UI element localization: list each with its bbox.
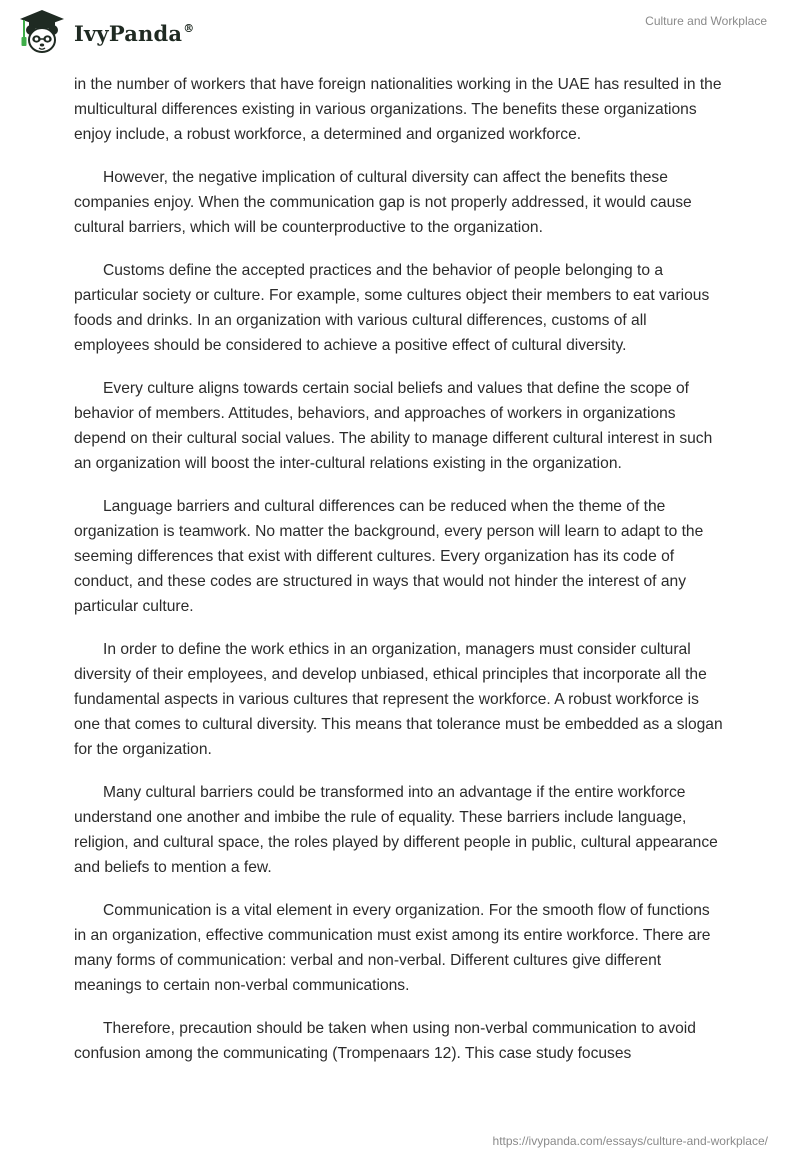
source-url-link[interactable]: https://ivypanda.com/essays/culture-and-workplace/ xyxy=(492,1134,768,1148)
paragraph: Customs define the accepted practices and the behavior of people belonging to a particular society or culture. For example, some cultures object their members to eat various foods and drinks. In an organization with various cultural differences, customs of all employees should be considered to achieve a positive effect of cultural diversity. xyxy=(74,262,710,354)
paragraph: Language barriers and cultural differences can be reduced when the theme of the organization is teamwork. No matter the background, every person will learn to adapt to the seeming differences that exist with different cultures. Every organization has its code of conduct, and these codes are structured in ways that would not hinder the interest of any particular culture. xyxy=(74,498,704,615)
logo-text: IvyPanda® xyxy=(74,20,195,46)
panda-graduate-icon xyxy=(16,8,68,56)
document-title: Culture and Workplace xyxy=(645,14,767,28)
paragraph: In order to define the work ethics in an organization, managers must consider cultural diversity of their employees, and develop unbiased, ethical principles that incorporate all the fundamental aspects in various cultures that represent the workforce. A robust workforce is one that comes to cultural diversity. This means that tolerance must be embedded as a slogan for the organization. xyxy=(74,641,723,758)
paragraph: in the number of workers that have foreign nationalities working in the UAE has resulted in the multicultural differences existing in various organizations. The benefits these organizations enjoy include, a robust workforce, a determined and organized workforce. xyxy=(74,76,722,143)
paragraph: However, the negative implication of cultural diversity can affect the benefits these companies enjoy. When the communication gap is not properly addressed, it would cause cultural barriers, which will be counterproductive to the organization. xyxy=(74,169,692,236)
paragraph: Therefore, precaution should be taken when using non-verbal communication to avoid confusion among the communicating (Trompenaars 12). This case study focuses xyxy=(74,1020,696,1062)
paragraph: Every culture aligns towards certain social beliefs and values that define the scope of behavior of members. Attitudes, behaviors, and approaches of workers in organizations depend on their cultural social values. The ability to manage different cultural interest in such an organization will boost the inter-cultural relations existing in the organization. xyxy=(74,380,713,472)
ivypanda-logo[interactable] xyxy=(16,8,194,56)
essay-body xyxy=(74,72,726,1084)
page-header xyxy=(0,0,800,64)
paragraph: Many cultural barriers could be transformed into an advantage if the entire workforce understand one another and imbibe the rule of equality. These barriers include language, religion, and cultural space, the roles played by different people in public, cultural appearance and beliefs to mention a few. xyxy=(74,784,718,876)
paragraph: Communication is a vital element in every organization. For the smooth flow of functions in an organization, effective communication must exist among its entire workforce. There are many forms of communication: verbal and non-verbal. Different cultures give different meanings to certain non-verbal communications. xyxy=(74,902,711,994)
